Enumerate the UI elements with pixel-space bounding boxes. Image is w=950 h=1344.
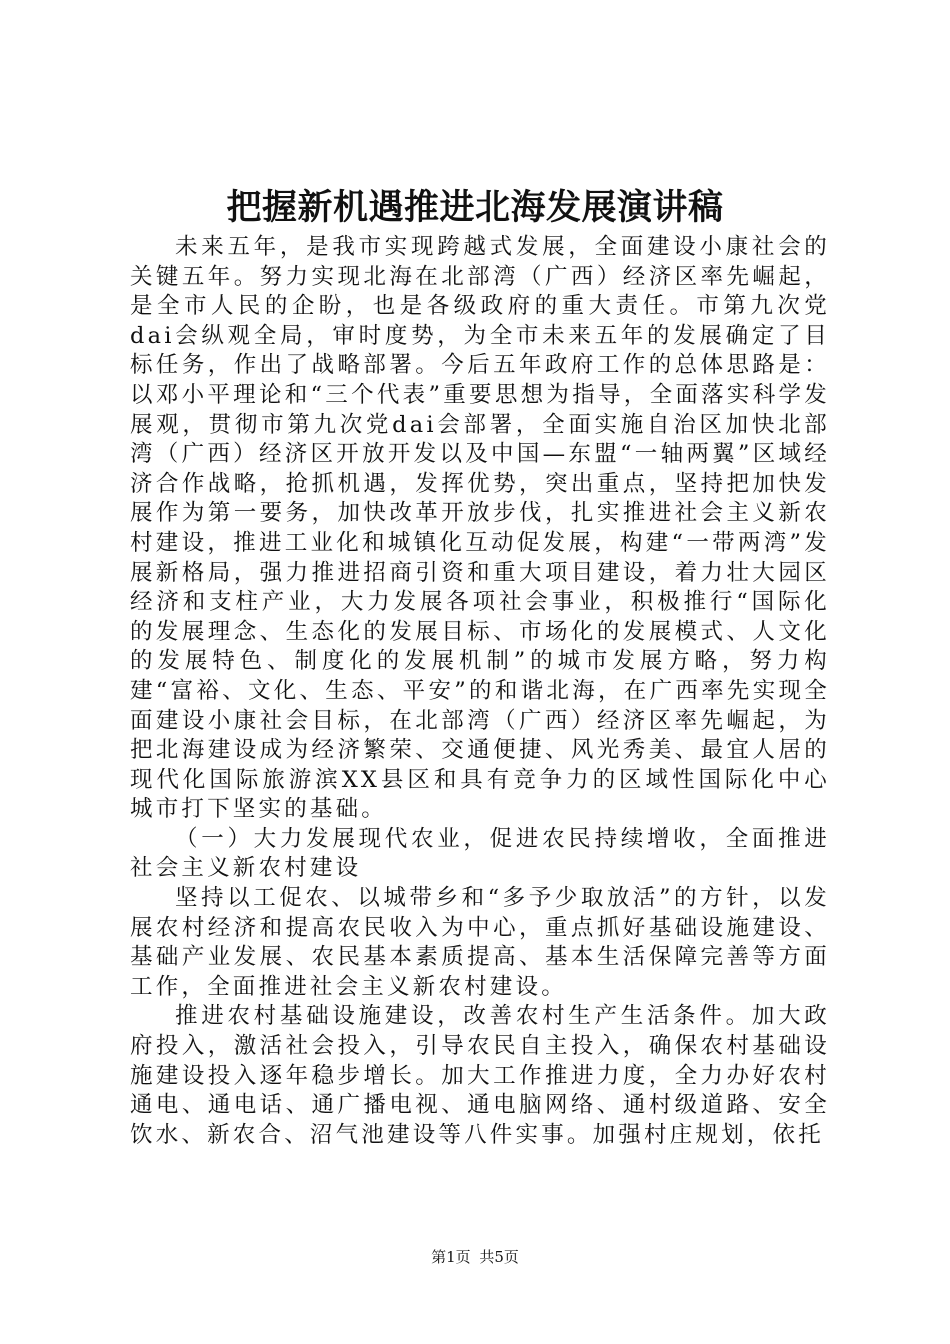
page-number: 第1页 <box>431 1248 471 1266</box>
paragraph-intro: 未来五年，是我市实现跨越式发展，全面建设小康社会的关键五年。努力实现北海在北部湾（广西）经济区率先崛起，是全市人民的企盼，也是各级政府的重大责任。市第九次党dai会纵观全局，审时度势，为全市未来五年的发展确定了目标任务，作出了战略部署。今后五年政府工作的总体思路是：以邓小平理论和“三个代表”重要思想为指导，全面落实科学发展观，贯彻市第九次党dai会部署，全面实施自治区加快北部湾（广西）经济区开放开发以及中国—东盟“一轴两翼”区域经济合作战略，抢抓机遇，发挥优势，突出重点，坚持把加快发展作为第一要务，加快改革开放步伐，扎实推进社会主义新农村建设，推进工业化和城镇化互动促发展，构建“一带两湾”发展新格局，强力推进招商引资和重大项目建设，着力壮大园区经济和支柱产业，大力发展各项社会事业，积极推行“国际化的发展理念、生态化的发展目标、市场化的发展模式、人文化的发展特色、制度化的发展机制”的城市发展方略，努力构建“富裕、文化、生态、平安”的和谐北海，在广西率先实现全面建设小康社会目标，在北部湾（广西）经济区率先崛起，为把北海建设成为经济繁荣、交通便捷、风光秀美、最宜人居的现代化国际旅游滨XX县区和具有竞争力的区域性国际化中心城市打下坚实的基础。 <box>130 234 830 823</box>
page-footer <box>0 1247 950 1267</box>
paragraph-policy: 坚持以工促农、以城带乡和“多予少取放活”的方针，以发展农村经济和提高农民收入为中心，重点抓好基础设施建设、基础产业发展、农民基本素质提高、基本生活保障完善等方面工作，全面推进社会主义新农村建设。 <box>130 885 830 1000</box>
paragraph-infrastructure: 推进农村基础设施建设，改善农村生产生活条件。加大政府投入，激活社会投入，引导农民自主投入，确保农村基础设施建设投入逐年稳步增长。加大工作推进力度，全力办好农村通电、通电话、通广播电视、通电脑网络、通村级道路、安全饮水、新农合、沼气池建设等八件实事。加强村庄规划，依托 <box>130 1003 830 1148</box>
document-body <box>130 233 830 1150</box>
document-title: 把握新机遇推进北海发展演讲稿 <box>226 187 724 228</box>
page-total: 共5页 <box>479 1248 519 1266</box>
section-heading-1: （一）大力发展现代农业，促进农民持续增收，全面推进社会主义新农村建设 <box>130 825 830 882</box>
